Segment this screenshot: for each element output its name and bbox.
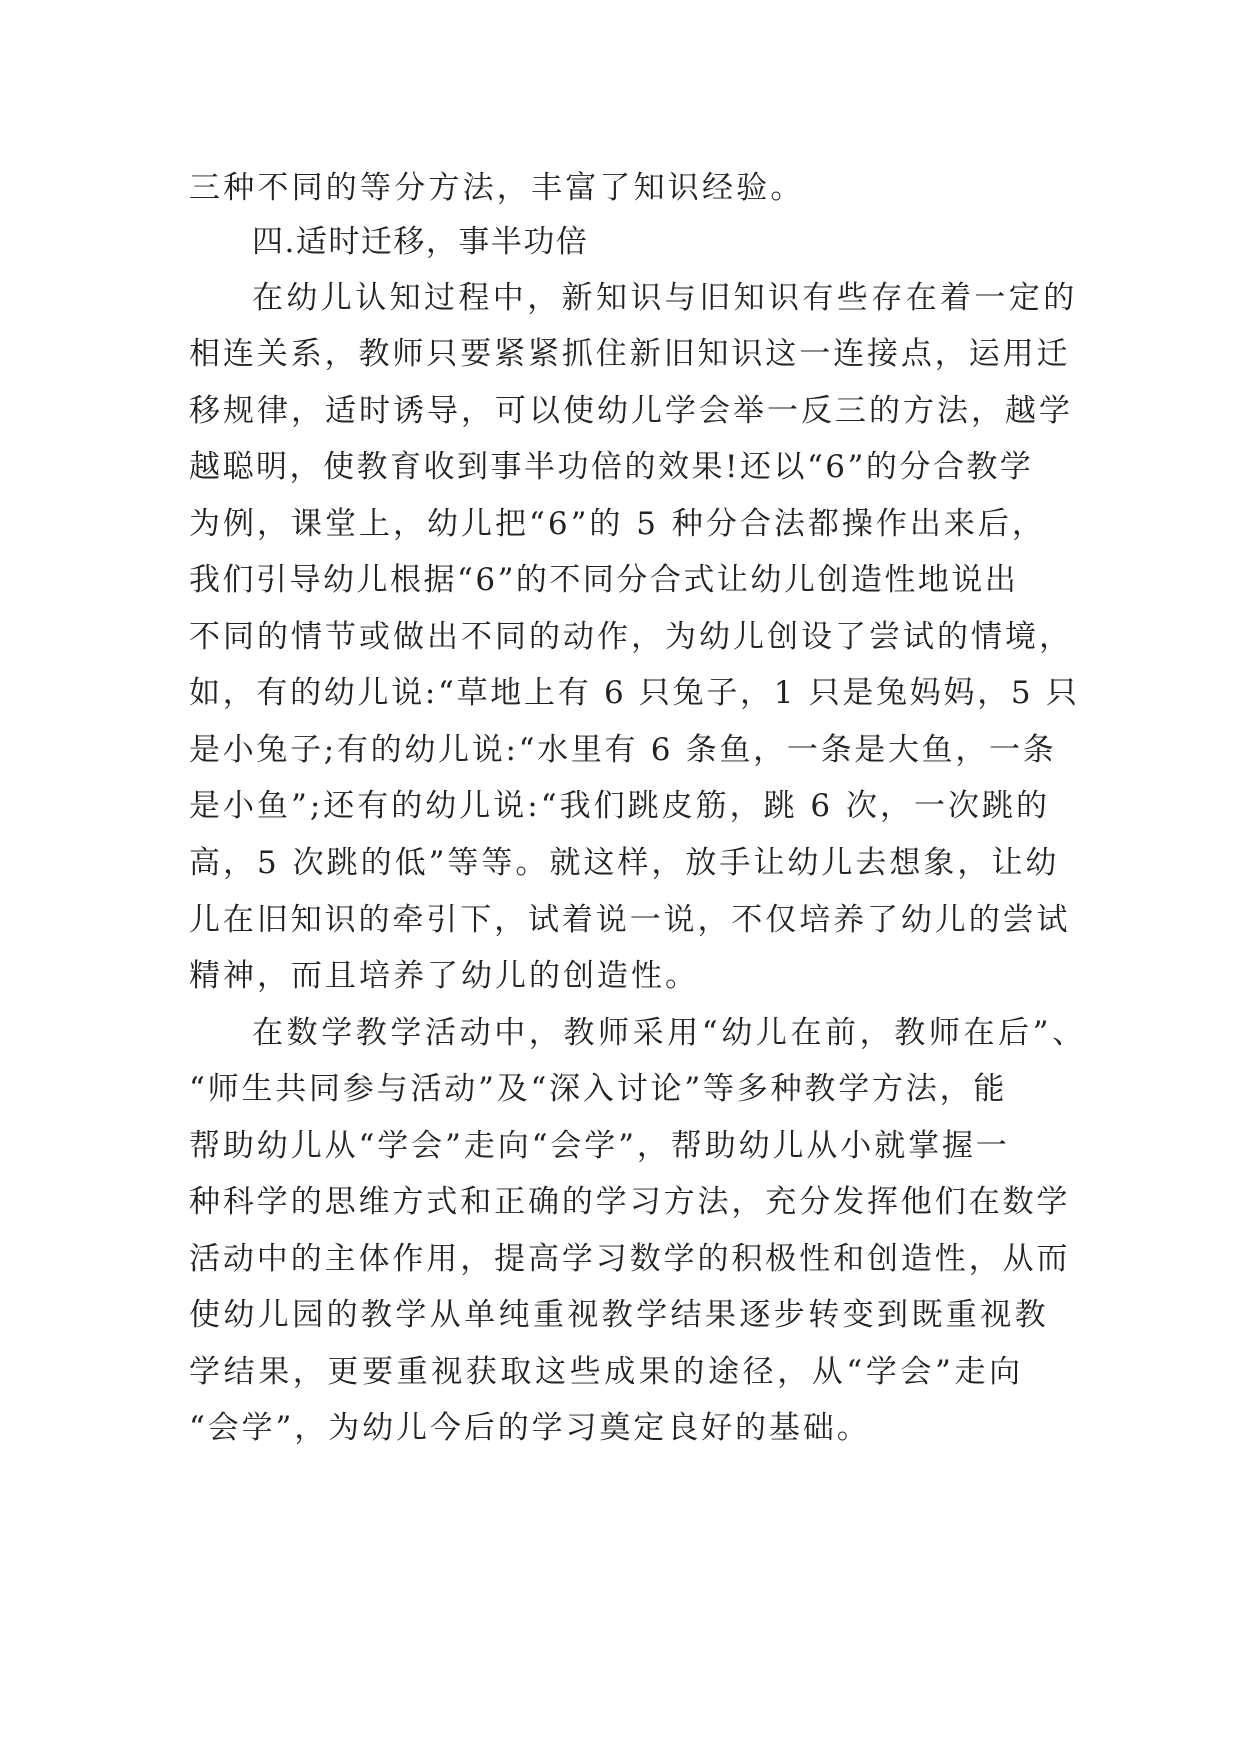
text-line: 在幼儿认知过程中，新知识与旧知识有些存在着一定的 [252,280,1078,316]
text-line: 移规律，适时诱导，可以使幼儿学会举一反三的方法，越学 [189,393,1073,429]
text-line: “会学”，为幼儿今后的学习奠定良好的基础。 [189,1410,871,1446]
text-line: 是小兔子;有的幼儿说:“水里有 6 条鱼，一条是大鱼，一条 [189,732,1057,768]
text-line: 三种不同的等分方法，丰富了知识经验。 [189,170,805,206]
text-line: 高，5 次跳的低”等等。就这样，放手让幼儿去想象，让幼 [189,845,1060,881]
text-line: “师生共同参与活动”及“深入讨论”等多种教学方法，能 [189,1071,1008,1107]
text-line: 种科学的思维方式和正确的学习方法，充分发挥他们在数学 [189,1184,1071,1220]
section-heading: 四.适时迁移，事半功倍 [252,224,589,260]
text-line: 在数学教学活动中，教师采用“幼儿在前，教师在后”、 [252,1015,1087,1051]
text-line: 越聪明，使教育收到事半功倍的效果!还以“6”的分合教学 [189,449,1034,485]
text-line: 儿在旧知识的牵引下，试着说一说，不仅培养了幼儿的尝试 [189,902,1071,938]
text-line: 是小鱼”;还有的幼儿说:“我们跳皮筋，跳 6 次，一次跳的 [189,788,1051,824]
text-line: 学结果，更要重视获取这些成果的途径，从“学会”走向 [189,1354,1024,1390]
text-line: 活动中的主体作用，提高学习数学的积极性和创造性，从而 [189,1241,1071,1277]
text-line: 相连关系，教师只要紧紧抓住新旧知识这一连接点，运用迁 [189,336,1071,372]
text-line: 为例，课堂上，幼儿把“6”的 5 种分合法都操作出来后， [189,506,1046,542]
text-line: 帮助幼儿从“学会”走向“会学”，帮助幼儿从小就掌握一 [189,1128,1010,1164]
text-line: 使幼儿园的教学从单纯重视教学结果逐步转变到既重视教 [189,1297,1049,1333]
text-line: 我们引导幼儿根据“6”的不同分合式让幼儿创造性地说出 [189,562,1019,598]
text-line: 如，有的幼儿说:“草地上有 6 只兔子，1 只是兔妈妈，5 只 [189,675,1080,711]
text-line: 不同的情节或做出不同的动作，为幼儿创设了尝试的情境， [189,619,1073,655]
text-line: 精神，而且培养了幼儿的创造性。 [189,958,699,994]
